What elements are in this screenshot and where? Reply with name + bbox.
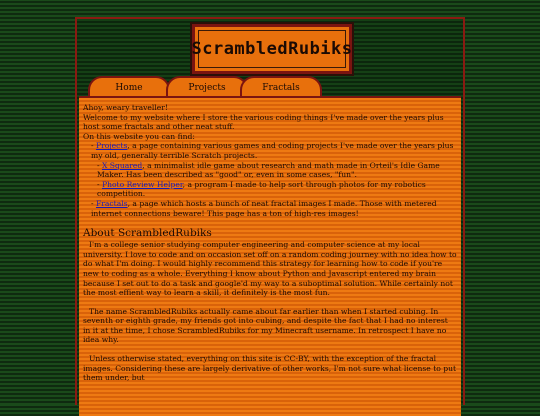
find-lead-text: On this website you can find: (83, 131, 195, 141)
list-item-photo-review (83, 180, 457, 199)
about-paragraph-3: Unless otherwise stated, everything on this site is CC-BY, with the exception of the fractal images. Considering these are largely derivative of other works, I'm not sure what license to put them under, but (83, 354, 457, 383)
fractals-link[interactable]: Fractals (95, 198, 128, 208)
list-item-fractals (83, 199, 457, 218)
tab-home[interactable]: Home (88, 76, 170, 98)
about-paragraph-1: I'm a college senior studying computer engineering and computer science at my local university. I love to code and on occasion set off on a random coding journey with no idea how to do what I'm doing. I would highly recommend this strategy for learning how to code if you're new to coding as a whole. Everything I know about Python and Javascript entered my brain because I set out to do a task and google'd my way to a suboptimal solution. While certainly not the most effient way to learn a skill, it definitely is the most fun. (83, 240, 457, 298)
list-item-projects (83, 141, 457, 160)
list-item-x-squared (83, 161, 457, 180)
list-item-text: , a minimalist idle game about research and math made in Orteil's Idle Game Maker. Has been described as "good" or, even in some cases, "fun". (97, 160, 440, 180)
list-item-text: , a page containing various games and coding projects I've made over the years plus my old, generally terrible Scratch projects. (91, 141, 454, 160)
list-item-text: , a page which hosts a bunch of neat fractal images I made. Those with metered internet connections beware! This page has a ton of high-res images! (91, 198, 437, 218)
greeting-text: Ahoy, weary traveller! (83, 103, 168, 112)
list-dash: - (97, 160, 102, 170)
tab-projects[interactable]: Projects (166, 76, 248, 98)
welcome-text: Welcome to my website where I store the various coding things I've made over the years plus host some fractals and other neat stuff. (83, 112, 444, 132)
about-paragraph-2: The name ScrambledRubiks actually came about far earlier than when I started cubing. In seventh or eighth grade, my friends got into cubing, and despite the fact that I had no interest in it at the time, I chose ScrambledRubiks for my Minecraft username. In retrospect I have no idea why. (83, 306, 448, 345)
photo-review-helper-link[interactable]: Photo Review Helper (101, 179, 183, 189)
site-logo[interactable] (192, 24, 352, 74)
logo-inner-border (191, 30, 353, 68)
about-heading: About ScrambledRubiks (83, 227, 212, 240)
list-item-text: , a program I made to help sort through photos for my robotics competition. (97, 179, 426, 199)
x-squared-link[interactable]: X Squared (101, 160, 143, 170)
list-dash: - (91, 198, 96, 208)
projects-link[interactable]: Projects (95, 141, 128, 151)
list-dash: - (97, 179, 102, 189)
list-dash: - (91, 141, 96, 151)
tab-fractals[interactable]: Fractals (240, 76, 322, 98)
logo-text: ScrambledRubiks (191, 39, 353, 59)
main-content (79, 96, 461, 416)
spacer (83, 218, 457, 227)
page-frame (75, 17, 465, 405)
nav-tabs (88, 76, 458, 98)
